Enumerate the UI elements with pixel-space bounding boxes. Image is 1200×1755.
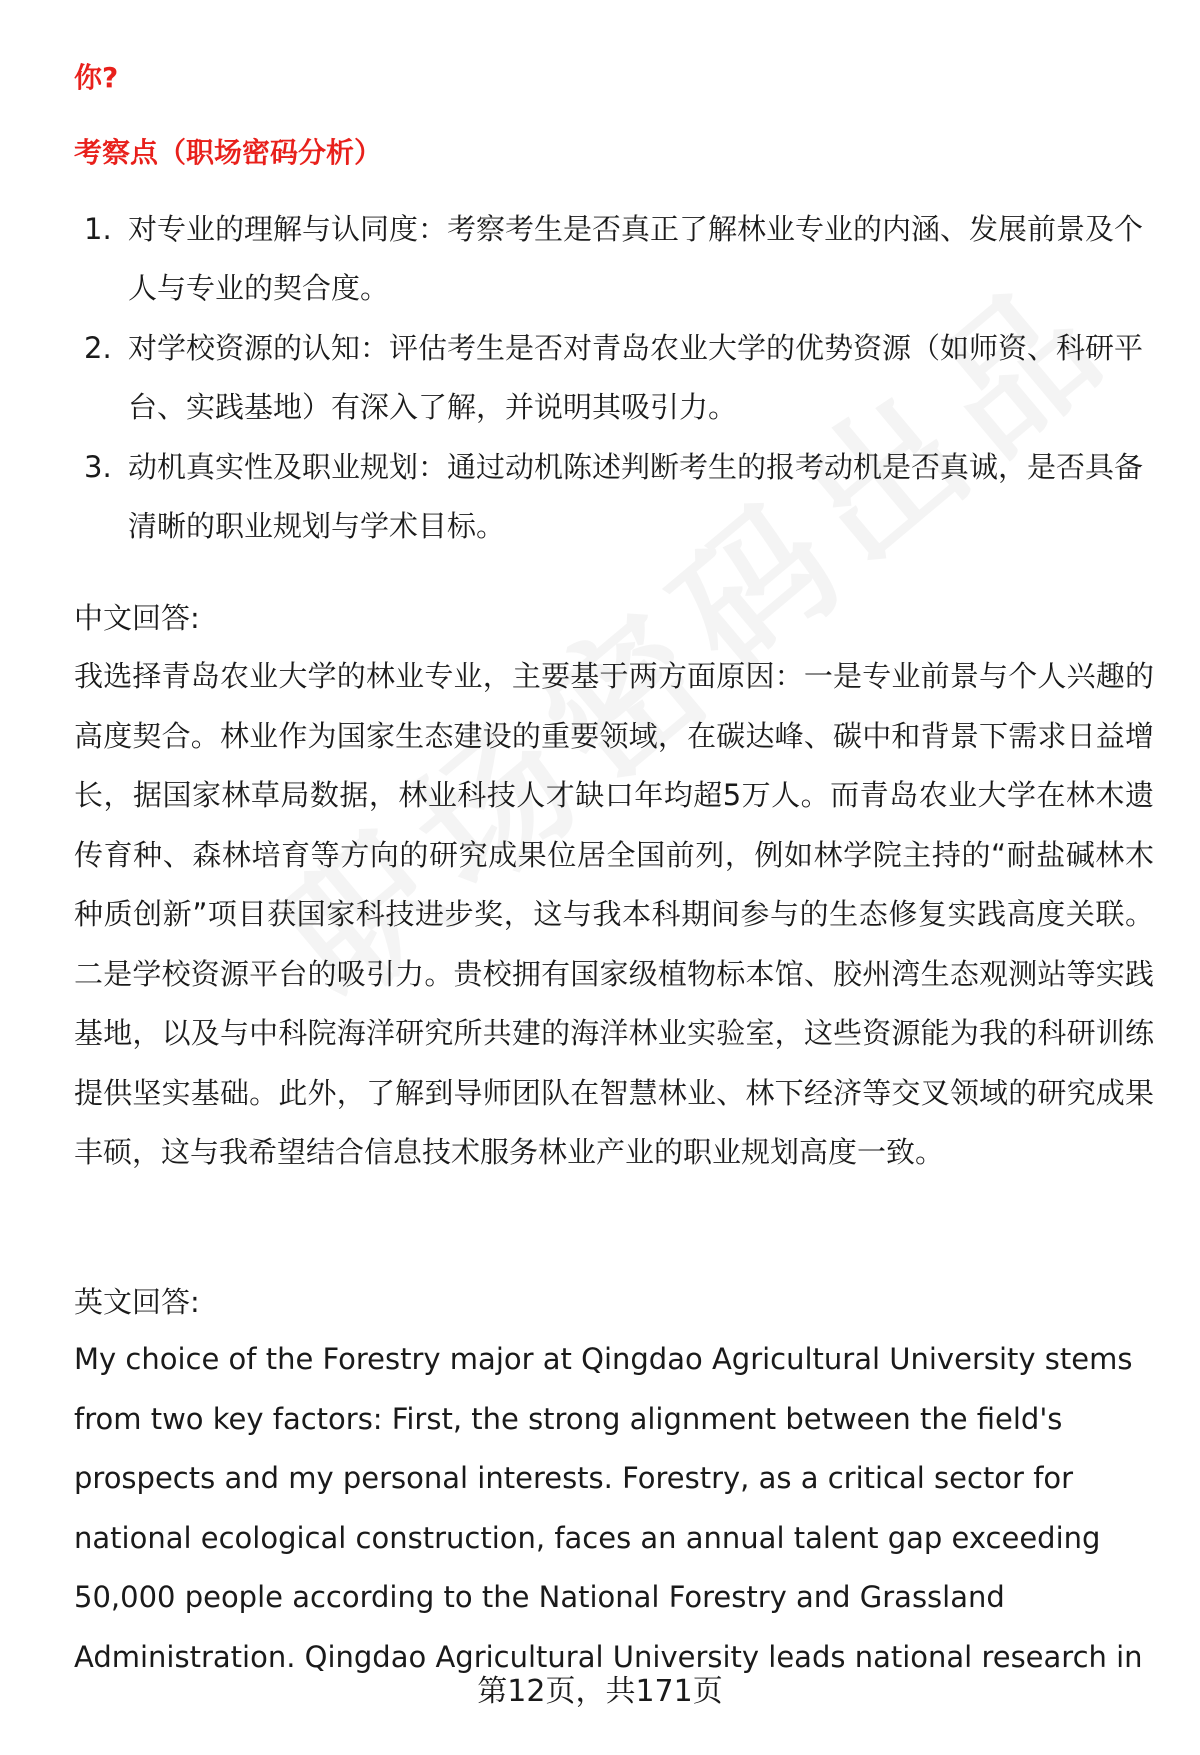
english-answer-line: from two key factors: First, the strong alignment between the field's (74, 1401, 1063, 1436)
focus-points-list (74, 200, 1154, 557)
list-item-number: 1. (84, 212, 112, 246)
english-answer-line: national ecological construction, faces an annual talent gap exceeding (74, 1520, 1101, 1555)
question-tail: 你? (74, 61, 119, 94)
list-item-text: 动机真实性及职业规划：通过动机陈述判断考生的报考动机是否真诚，是否具备清晰的职业规划与学术目标。 (128, 450, 1144, 543)
focus-points-title: 考察点（职场密码分析） (74, 136, 383, 169)
list-item-text: 对学校资源的认知：评估考生是否对青岛农业大学的优势资源（如师资、科研平台、实践基地）有深入了解，并说明其吸引力。 (128, 331, 1144, 424)
english-answer-line: Administration. Qingdao Agricultural University leads national research in (74, 1639, 1143, 1674)
page-number: 第12页，共171页 (477, 1674, 723, 1709)
list-item (74, 200, 1154, 318)
list-item-number: 3. (84, 450, 112, 484)
english-answer-line: prospects and my personal interests. Forestry, as a critical sector for (74, 1461, 1074, 1495)
list-item-text: 对专业的理解与认同度：考察考生是否真正了解林业专业的内涵、发展前景及个人与专业的契合度。 (128, 212, 1144, 305)
list-item (74, 319, 1154, 437)
chinese-answer-text: 我选择青岛农业大学的林业专业，主要基于两方面原因：一是专业前景与个人兴趣的高度契合。林业作为国家生态建设的重要领域，在碳达峰、碳中和背景下需求日益增长，据国家林草局数据，林业科技人才缺口年均超5万人。而青岛农业大学在林木遗传育种、森林培育等方向的研究成果位居全国前列，例如林学院主持的“耐盐碱林木种质创新”项目获国家科技进步奖，这与我本科期间参与的生态修复实践高度关联。二是学校资源平台的吸引力。贵校拥有国家级植物标本馆、胶州湾生态观测站等实践基地，以及与中科院海洋研究所共建的海洋林业实验室，这些资源能为我的科研训练提供坚实基础。此外，了解到导师团队在智慧林业、林下经济等交叉领域的研究成果丰硕，这与我希望结合信息技术服务林业产业的职业规划高度一致。 (74, 659, 1154, 1169)
english-answer-label: 英文回答: (74, 1285, 200, 1319)
english-answer-line: My choice of the Forestry major at Qingdao Agricultural University stems (74, 1342, 1133, 1376)
english-answer-text (74, 1330, 1154, 1687)
chinese-answer-label: 中文回答: (74, 601, 200, 635)
english-answer-line: 50,000 people according to the National Forestry and Grassland (74, 1580, 1005, 1614)
list-item-number: 2. (84, 331, 112, 365)
list-item (74, 438, 1154, 556)
